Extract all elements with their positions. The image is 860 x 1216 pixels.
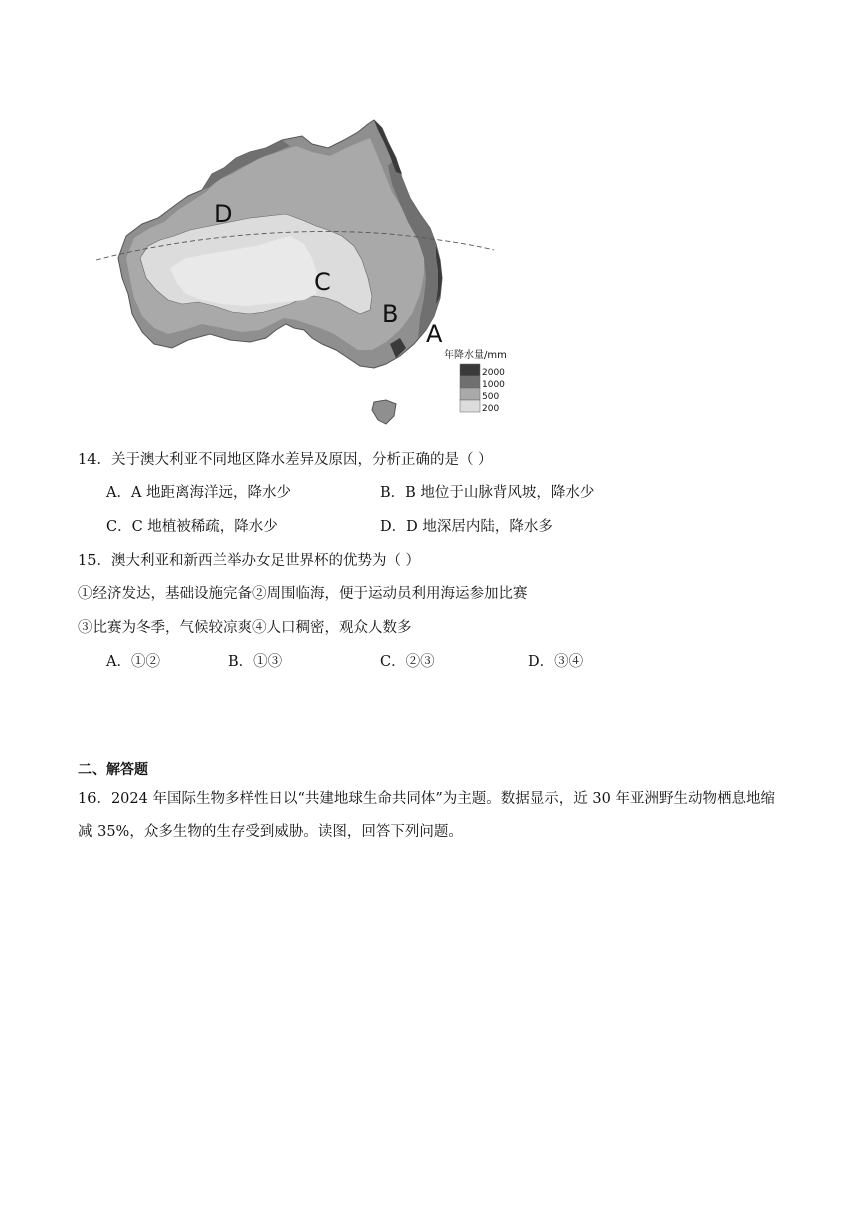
- q16-stem-line-2: 减 35%，众多生物的生存受到威胁。读图，回答下列问题。: [78, 824, 463, 840]
- q14-stem: 14．关于澳大利亚不同地区降水差异及原因，分析正确的是（ ）: [78, 452, 493, 468]
- q15-option-c[interactable]: C．②③: [380, 654, 435, 670]
- legend-title: 年降水量/mm: [444, 350, 507, 361]
- q14-option-b[interactable]: B．B 地位于山脉背风坡，降水少: [380, 485, 595, 501]
- legend-swatch-1000: [460, 376, 480, 388]
- legend-value-500: 500: [482, 392, 500, 402]
- legend-value-1000: 1000: [482, 380, 505, 390]
- legend-value-2000: 2000: [482, 368, 505, 378]
- q14-option-c[interactable]: C．C 地植被稀疏，降水少: [106, 519, 278, 535]
- map-label-b: B: [382, 300, 399, 328]
- legend-swatch-2000: [460, 364, 480, 376]
- section-title: 二、解答题: [78, 762, 148, 778]
- legend-swatch-500: [460, 388, 480, 400]
- legend-value-200: 200: [482, 404, 500, 414]
- map-label-c: C: [314, 268, 331, 296]
- australia-precipitation-map: [90, 118, 520, 428]
- q15-option-d[interactable]: D．③④: [528, 654, 584, 670]
- q15-statement-line-1: ①经济发达，基础设施完备②周围临海，便于运动员利用海运参加比赛: [78, 586, 528, 602]
- q15-option-b[interactable]: B．①③: [228, 654, 283, 670]
- q15-statement-line-2: ③比赛为冬季，气候较凉爽④人口稠密，观众人数多: [78, 620, 412, 636]
- legend-swatch-200: [460, 400, 480, 412]
- q15-option-a[interactable]: A．①②: [106, 654, 160, 670]
- q14-option-a[interactable]: A．A 地距离海洋远，降水少: [106, 485, 292, 501]
- q14-option-d[interactable]: D．D 地深居内陆，降水多: [380, 519, 553, 535]
- q15-stem: 15．澳大利亚和新西兰举办女足世界杯的优势为（ ）: [78, 553, 421, 569]
- map-label-d: D: [214, 200, 233, 228]
- q16-stem-line-1: 16．2024 年国际生物多样性日以“共建地球生命共同体”为主题。数据显示，近 30 年亚洲野生动物栖息地缩: [78, 791, 775, 807]
- tasmania: [372, 400, 396, 424]
- map-legend: [444, 348, 507, 414]
- map-label-a: A: [426, 320, 443, 348]
